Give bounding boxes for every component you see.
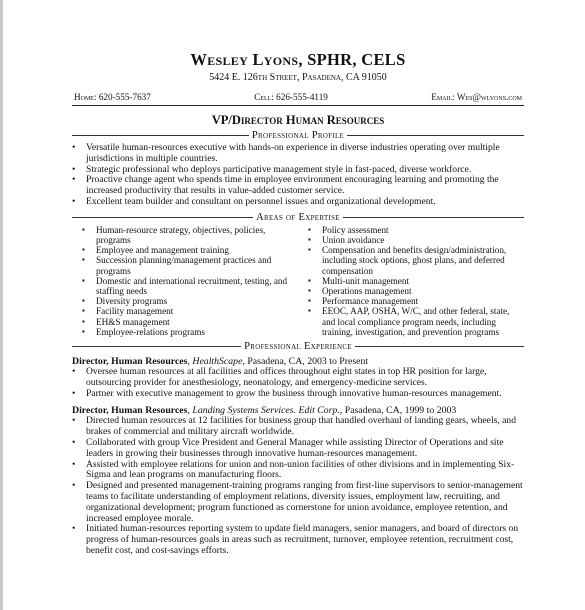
- section-title-profile: [72, 130, 524, 141]
- list-item: ▪ Multi-unit management: [298, 276, 524, 286]
- list-item: ▪ Union avoidance: [298, 235, 524, 245]
- list-item: ▪ EH&S management: [72, 317, 298, 327]
- divider-line: [72, 135, 249, 136]
- list-item: • Excellent team builder and consultant on personnel issues and organizational development.: [62, 197, 524, 208]
- list-item: ▪ Performance management: [298, 296, 524, 306]
- divider-line: [72, 217, 253, 218]
- list-item: ▪ Succession planning/management practices and programs: [72, 255, 298, 275]
- list-item: • Collaborated with group Vice President and General Manager while assisting Director of Operations and site leaders in growing their businesses through innovative human-resources management.: [62, 438, 524, 460]
- list-item: ▪ Policy assessment: [298, 225, 524, 235]
- job-heading: Director, Human Resources, HealthScape, Pasadena, CA, 2003 to Present: [72, 356, 369, 368]
- home-phone: Home: 620-555-7637: [74, 92, 151, 102]
- list-item: ▪ Human-resource strategy, objectives, policies, programs: [72, 225, 298, 245]
- section-label: Professional Experience: [244, 341, 352, 353]
- candidate-name: Wesley Lyons, SPHR, CELS: [190, 50, 406, 69]
- list-item: • Proactive change agent who spends time in employee environment encouraging learning and promoting the increased productivity that results in value-added customer service.: [62, 175, 524, 197]
- list-item: ▪ Employee and management training: [72, 245, 298, 255]
- section-label: Areas of Expertise: [256, 211, 340, 223]
- list-item: • Directed human resources at 12 facilities for business group that handled overhaul of landing gears, wheels, and brakes of commercial and military aircraft worldwide.: [62, 416, 524, 438]
- company-name: HealthScape: [192, 356, 243, 368]
- job-location-dates: , Pasadena, CA, 1999 to 2003: [339, 405, 457, 417]
- list-item: ▪ Compensation and benefits design/administration, including stock options, ghost plans, and deferred compensation: [298, 245, 524, 276]
- list-item: ▪ Operations management: [298, 286, 524, 296]
- list-item: • Oversee human resources at all facilities and offices throughout eight states in top HR position for large, outsourcing provider for anesthesiology, neonatology, and emergency-medicine services.: [62, 367, 524, 389]
- section-label: Professional Profile: [251, 130, 345, 141]
- list-item: • Initiated human-resources reporting system to update field managers, senior managers, and board of directors on progress of human-resources goals in areas such as recruitment, turnover, employee retention, recruitment cost, benefit cost, and cost-savings efforts.: [62, 524, 524, 556]
- divider-line: [343, 217, 524, 218]
- list-item: ▪ EEOC, AAP, OSHA, W/C, and other federal, state, and local compliance program needs, including training, investigation, and prevention programs: [298, 306, 524, 337]
- job-location-dates: , Pasadena, CA, 2003 to Present: [242, 356, 369, 368]
- list-item: • Designed and presented management-training programs ranging from first-line supervisors to senior-management teams to facilitate understanding of employment relations, diversity issues, employment law, recruiting, and organizational development; program functioned as cornerstone for union avoidance, employee retention, and increased employee morale.: [62, 481, 524, 524]
- company-name: Landing Systems Services. Edit Corp.: [192, 405, 340, 417]
- divider-line: [347, 135, 524, 136]
- list-item: ▪ Diversity programs: [72, 296, 298, 306]
- mailing-address: 5424 E. 126th Street, Pasadena, CA 91050: [209, 72, 387, 83]
- list-item: • Partner with executive management to grow the business through innovative human-resources management.: [62, 389, 524, 400]
- expertise-left-list: [72, 225, 298, 337]
- job-duties-list: [62, 367, 524, 399]
- header-divider: [72, 105, 524, 106]
- page-border: [0, 0, 3, 610]
- divider-line: [355, 346, 524, 347]
- job-duties-list: [62, 416, 524, 556]
- list-item: ▪ Facility management: [72, 306, 298, 316]
- section-title-expertise: [72, 212, 524, 223]
- list-item: • Assisted with employee relations for union and non-union facilities of other divisions and in implementing Six-Sigma and lean programs on manufacturing floors.: [62, 460, 524, 482]
- list-item: ▪ Domestic and international recruitment, testing, and staffing needs: [72, 276, 298, 296]
- job-heading: Director, Human Resources, Landing Systems Services. Edit Corp., Pasadena, CA, 1999 to 2003: [72, 405, 457, 417]
- expertise-right-list: [298, 225, 524, 337]
- job-title: Director, Human Resources: [72, 405, 188, 417]
- list-item: • Versatile human-resources executive with hands-on experience in diverse industries operating over multiple jurisdictions in multiple countries.: [62, 143, 524, 165]
- email-address[interactable]: Email: Wes@wlyons.com: [431, 92, 522, 102]
- section-title-experience: [72, 341, 524, 352]
- expertise-columns: [72, 225, 524, 337]
- job-title: Director, Human Resources: [72, 356, 188, 368]
- position-headline: VP/Director Human Resources: [211, 113, 385, 127]
- divider-line: [72, 346, 241, 347]
- contact-row: [72, 92, 524, 105]
- list-item: ▪ Employee-relations programs: [72, 327, 298, 337]
- cell-phone: Cell: 626-555-4119: [254, 92, 328, 102]
- resume-sheet: [72, 44, 524, 557]
- profile-list: [62, 143, 524, 208]
- list-item: • Strategic professional who deploys participative management style in fast-paced, diverse workforce.: [62, 165, 524, 176]
